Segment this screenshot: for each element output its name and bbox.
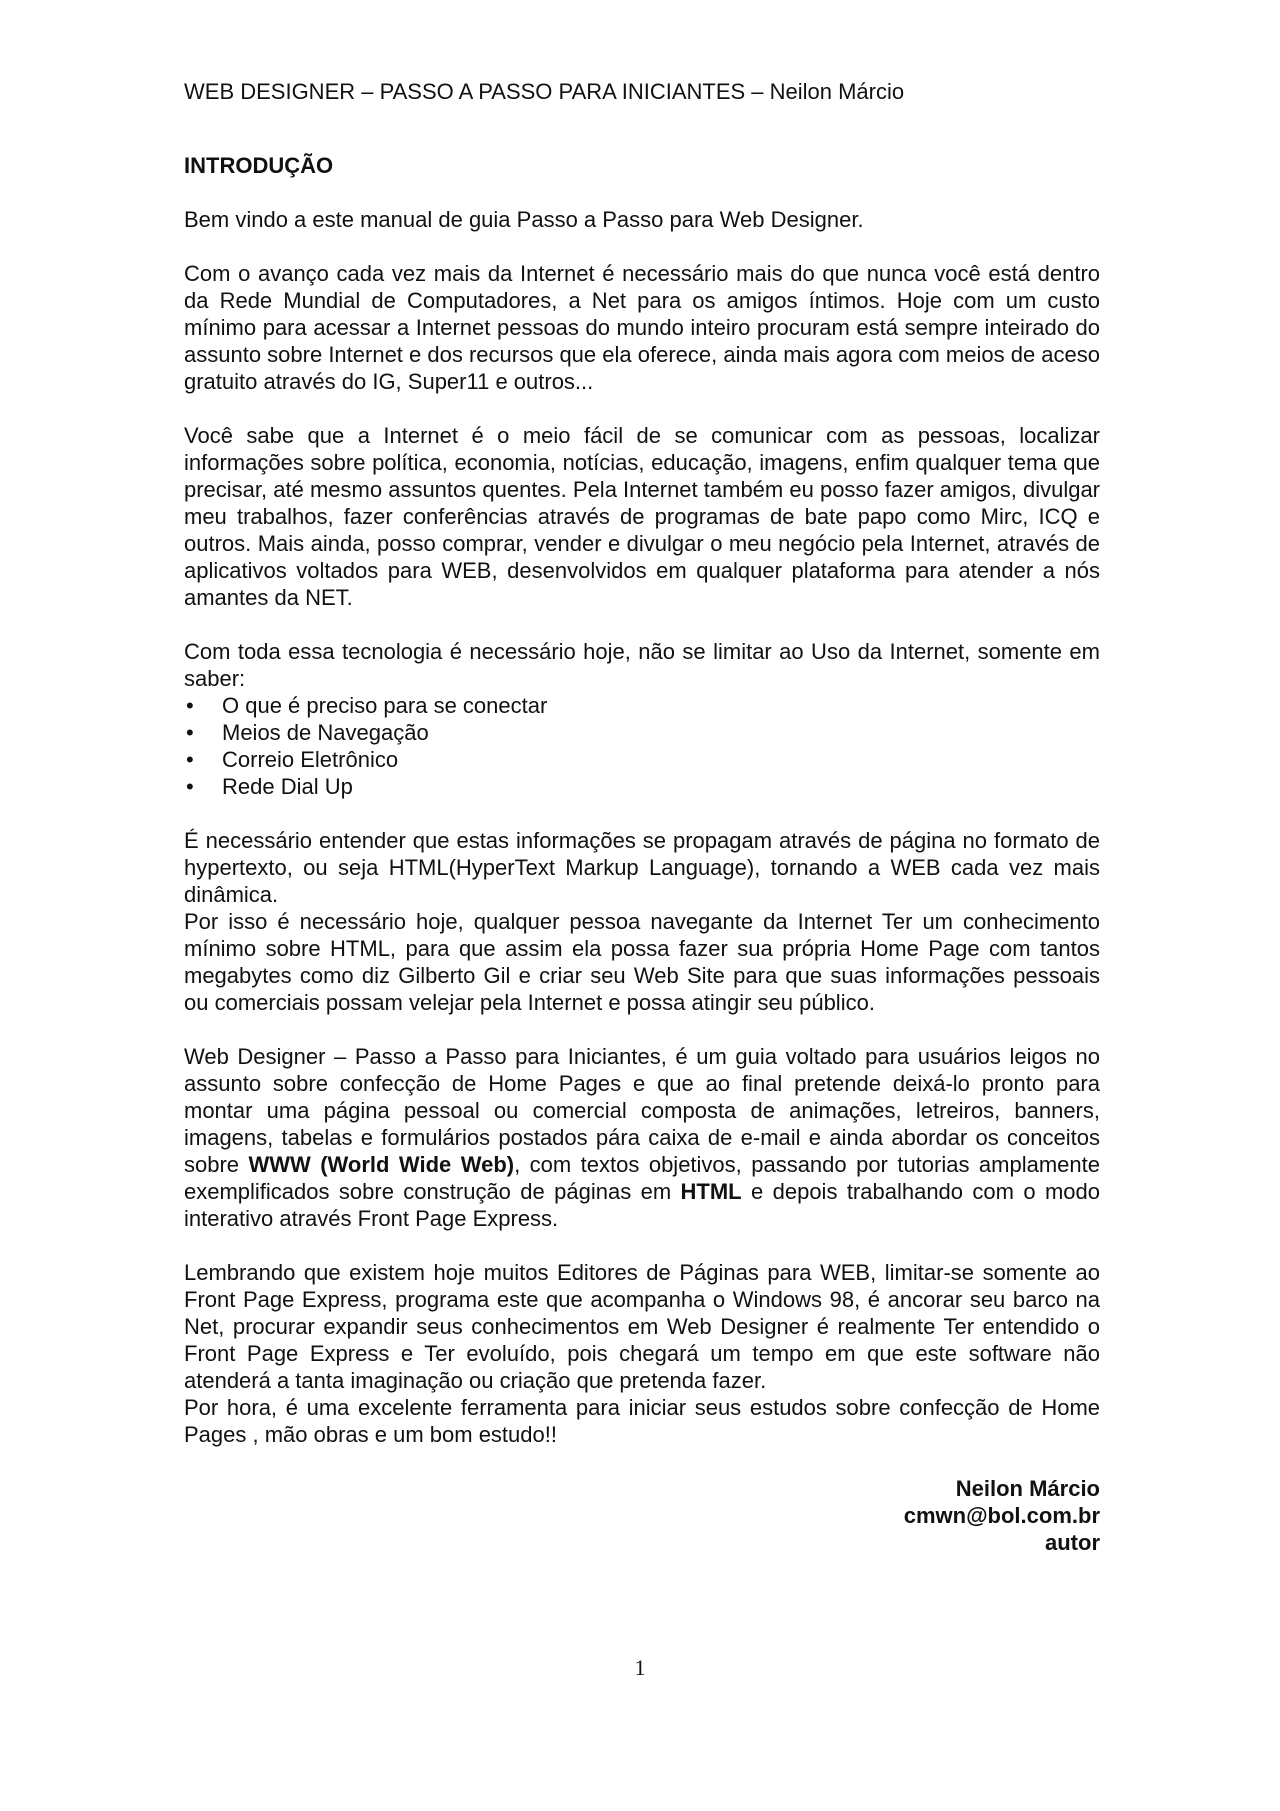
bullet-icon: •: [186, 693, 194, 718]
list-item-text: Rede Dial Up: [222, 774, 353, 799]
paragraph-editors: Lembrando que existem hoje muitos Editores de Páginas para WEB, limitar-se somente ao Front Page Express, programa este que acompanha o Windows 98, é ancorar seu barco na Net, procurar expandir seus conhecimentos em Web Designer é realmente Ter entendido o Front Page Express e Ter evoluído, pois chegará um tempo em que este software não atenderá a tanta imaginação ou criação que pretenda fazer.: [184, 1260, 1100, 1393]
paragraph-closing: Por hora, é uma excelente ferramenta para iniciar seus estudos sobre confecção de Home Pages , mão obras e um bom estudo!!: [184, 1395, 1100, 1447]
paragraph-guide-description: [184, 1043, 1100, 1232]
list-item-text: Correio Eletrônico: [222, 747, 399, 772]
list-item: [184, 773, 1100, 800]
www-term: WWW (World Wide Web): [248, 1152, 515, 1177]
paragraph-hypertext: É necessário entender que estas informações se propagam através de página no formato de hypertexto, ou seja HTML(HyperText Markup Language), tornando a WEB cada vez mais dinâmica.: [184, 828, 1100, 907]
bullet-icon: •: [186, 747, 194, 772]
signature-block: [184, 1475, 1100, 1556]
paragraph-internet-advance: Com o avanço cada vez mais da Internet é necessário mais do que nunca você está dentro da Rede Mundial de Computadores, a Net para os amigos íntimos. Hoje com um custo mínimo para acessar a Internet pessoas do mundo inteiro procuram está sempre inteirado do assunto sobre Internet e dos recursos que ela oferece, ainda mais agora com meios de aceso gratuito através do IG, Super11 e outros...: [184, 261, 1100, 394]
paragraph-technology: Com toda essa tecnologia é necessário hoje, não se limitar ao Uso da Internet, somente em saber:: [184, 639, 1100, 691]
author-role: autor: [1045, 1530, 1100, 1555]
list-item: [184, 746, 1100, 773]
page-header: WEB DESIGNER – PASSO A PASSO PARA INICIANTES – Neilon Márcio: [184, 79, 905, 104]
guide-text-part-2: , com textos objetivos, passando por tutorias amplamente exemplificados sobre construção de páginas em: [184, 1152, 1100, 1204]
list-item-text: Meios de Navegação: [222, 720, 429, 745]
guide-text-part-1: Web Designer – Passo a Passo para Iniciantes, é um guia voltado para usuários leigos no assunto sobre confecção de Home Pages e que ao final pretende deixá-lo pronto para montar uma página pessoal ou comercial composta de animações, letreiros, banners, imagens, tabelas e formulários postados pára caixa de e-mail e ainda abordar os conceitos sobre: [184, 1044, 1100, 1177]
page-number: 1: [634, 1655, 646, 1680]
html-term: HTML: [680, 1179, 742, 1204]
list-item: [184, 719, 1100, 746]
paragraph-html-knowledge: Por isso é necessário hoje, qualquer pessoa navegante da Internet Ter um conhecimento mínimo sobre HTML, para que assim ela possa fazer sua própria Home Page com tantos megabytes como diz Gilberto Gil e criar seu Web Site para que suas informações pessoais ou comerciais possam velejar pela Internet e possa atingir seu público.: [184, 909, 1100, 1015]
author-email: cmwn@bol.com.br: [903, 1503, 1100, 1528]
paragraph-internet-uses: Você sabe que a Internet é o meio fácil de se comunicar com as pessoas, localizar informações sobre política, economia, notícias, educação, imagens, enfim qualquer tema que precisar, até mesmo assuntos quentes. Pela Internet também eu posso fazer amigos, divulgar meu trabalhos, fazer conferências através de programas de bate papo como Mirc, ICQ e outros. Mais ainda, posso comprar, vender e divulgar o meu negócio pela Internet, através de aplicativos voltados para WEB, desenvolvidos em qualquer plataforma para atender a nós amantes da NET.: [184, 423, 1100, 610]
list-item-text: O que é preciso para se conectar: [222, 693, 548, 718]
bullet-list: [184, 692, 1100, 800]
paragraph-welcome: Bem vindo a este manual de guia Passo a Passo para Web Designer.: [184, 207, 864, 232]
document-body: [184, 152, 1100, 1556]
author-name: Neilon Márcio: [955, 1476, 1100, 1501]
bullet-icon: •: [186, 774, 194, 799]
guide-text-part-3: e depois trabalhando com o modo interativo através Front Page Express.: [184, 1179, 1100, 1231]
list-item: [184, 692, 1100, 719]
bullet-icon: •: [186, 720, 194, 745]
section-heading: INTRODUÇÃO: [184, 153, 334, 178]
